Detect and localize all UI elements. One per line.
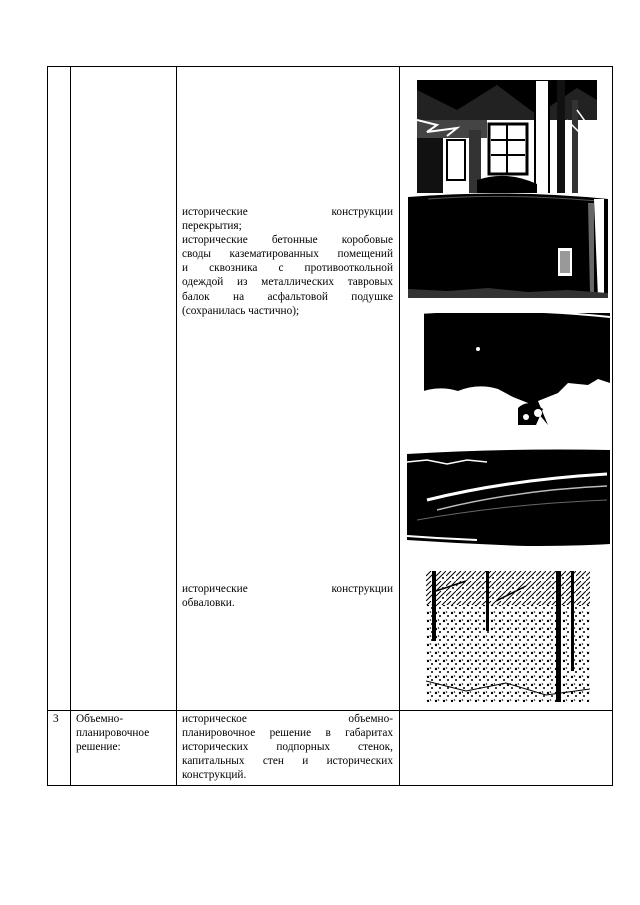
col-border-desc bbox=[399, 66, 400, 786]
text-line: решение: bbox=[76, 741, 121, 754]
text-line: исторических подпорных стенок, bbox=[182, 741, 393, 754]
text-line: историческое объемно- bbox=[182, 713, 393, 725]
text-line: одеждой из металлических тавровых bbox=[182, 276, 393, 289]
photo-vault-arch bbox=[407, 440, 610, 556]
row-number: 3 bbox=[53, 713, 59, 725]
text-line: обваловки. bbox=[182, 597, 235, 610]
text-line: планировочное решение в габаритах bbox=[182, 727, 393, 740]
text-line: исторические конструкции bbox=[182, 583, 393, 595]
text-line: исторические конструкции bbox=[182, 206, 393, 218]
text-line: планировочное bbox=[76, 727, 150, 740]
col-border-right bbox=[612, 66, 613, 786]
row-divider bbox=[47, 710, 613, 711]
text-line: Объемно- bbox=[76, 713, 124, 725]
embankment-description bbox=[182, 582, 393, 610]
photo-vault-rubble-image bbox=[418, 313, 610, 425]
photo-vault-interior bbox=[408, 193, 608, 298]
photo-embankment-slope-image bbox=[426, 571, 590, 702]
text-line: исторические бетонные коробовые bbox=[182, 234, 393, 247]
photo-forest-ruins-image bbox=[417, 80, 597, 194]
photo-forest-ruins bbox=[417, 80, 597, 194]
text-line: своды казематированных помещений bbox=[182, 248, 393, 261]
row-name bbox=[76, 712, 174, 754]
text-line: (сохранилась частично); bbox=[182, 304, 300, 317]
col-border-name bbox=[176, 66, 177, 786]
photo-vault-interior-image bbox=[408, 193, 608, 298]
text-line: капитальных стен и исторических bbox=[182, 755, 393, 768]
volume-planning-description bbox=[182, 712, 393, 782]
text-line: конструкций. bbox=[182, 769, 247, 782]
photo-vault-rubble bbox=[418, 313, 610, 425]
photo-vault-arch-image bbox=[407, 440, 610, 556]
text-line: и сквозника с противооткольной bbox=[182, 262, 393, 275]
structures-description bbox=[182, 205, 393, 318]
col-border-left bbox=[47, 66, 48, 786]
text-line: балок на асфальтовой подушке bbox=[182, 290, 393, 303]
table-top-border bbox=[47, 66, 613, 67]
photo-embankment-slope bbox=[426, 571, 590, 702]
table-bottom-border bbox=[47, 785, 613, 786]
text-line: перекрытия; bbox=[182, 220, 242, 233]
col-border-num bbox=[70, 66, 71, 786]
